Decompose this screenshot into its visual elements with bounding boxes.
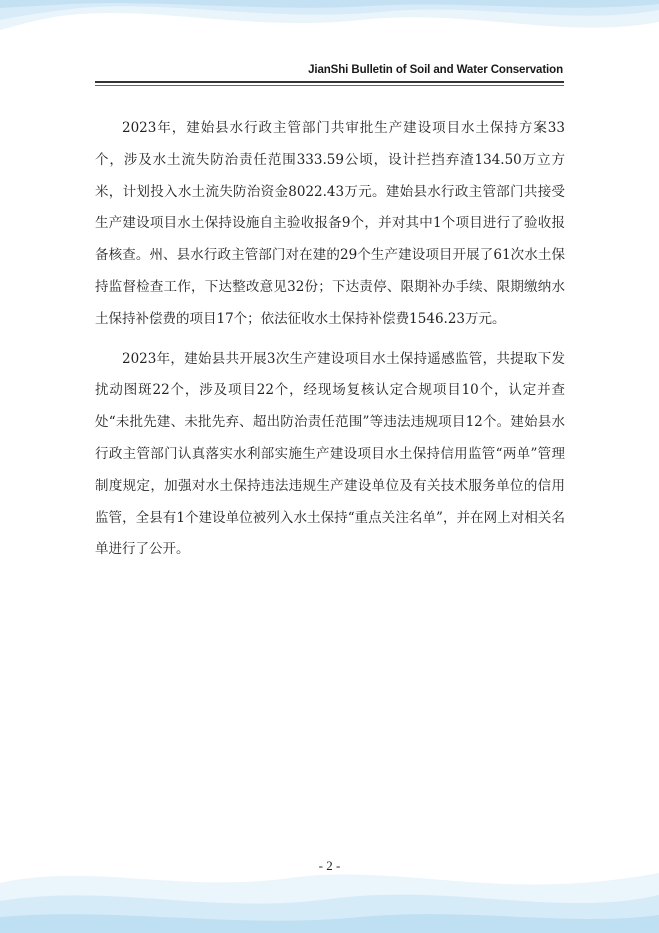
paragraph: 2023年，建始县水行政主管部门共审批生产建设项目水土保持方案33个，涉及水土流失防治责任范围333.59公顷，设计拦挡弃渣134.50万立方米，计划投入水土流失防治资金8022.43万元。建始县水行政主管部门共接受生产建设项目水土保持设施自主验收报备9个，并对其中1个项目进行了验收报备核查。州、县水行政主管部门对在建的29个生产建设项目开展了61次水土保持监督检查工作，下达整改意见32份；下达责停、限期补办手续、限期缴纳水土保持补偿费的项目17个；依法征收水土保持补偿费1546.23万元。 xyxy=(95,120,565,327)
article-body xyxy=(95,113,565,574)
header-rule-thick xyxy=(95,81,564,83)
bottom-wave-decoration xyxy=(0,823,659,933)
top-wave-decoration xyxy=(0,0,659,70)
header-rule-thin xyxy=(95,85,564,86)
journal-title: JianShi Bulletin of Soil and Water Conservation xyxy=(308,64,563,76)
paragraph: 2023年，建始县共开展3次生产建设项目水土保持遥感监管，共提取下发扰动图斑22个，涉及项目22个，经现场复核认定合规项目10个，认定并查处“未批先建、未批先弃、超出防治责任范围”等违法违规项目12个。建始县水行政主管部门认真落实水利部实施生产建设项目水土保持信用监管“两单”管理制度规定，加强对水土保持违法违规生产建设单位及有关技术服务单位的信用监管，全县有1个建设单位被列入水土保持“重点关注名单”，并在网上对相关名单进行了公开。 xyxy=(95,350,565,558)
page-number: - 2 - xyxy=(318,858,341,873)
